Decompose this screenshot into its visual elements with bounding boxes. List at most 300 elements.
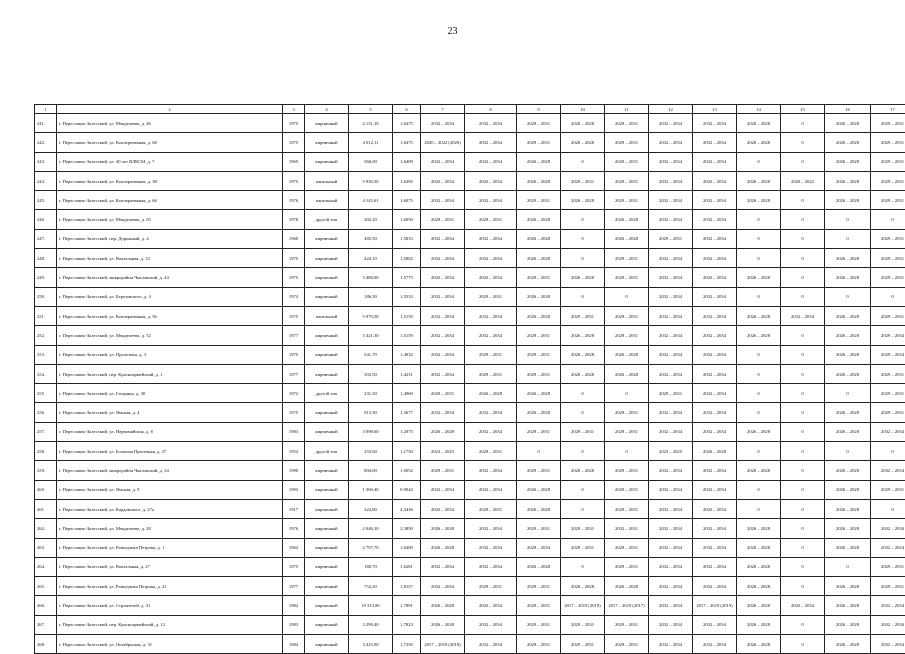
page-number: 23	[0, 26, 905, 37]
table-cell: 2029 – 2031	[605, 114, 649, 133]
table-cell: 0	[561, 210, 605, 229]
table-cell: 2032 – 2034	[649, 596, 693, 615]
table-cell: кирпичный	[305, 499, 349, 518]
table-cell: 2032 – 2034	[649, 191, 693, 210]
table-cell: 2026 – 2028	[517, 384, 561, 403]
table-cell: 2029 – 2031	[871, 114, 905, 133]
table-cell: 804,00	[349, 461, 393, 480]
table-cell: 2032 – 2034	[693, 191, 737, 210]
table-cell: другой тип	[305, 384, 349, 403]
row-number-cell: 261.	[35, 499, 57, 518]
table-cell: 0	[781, 191, 825, 210]
table-cell: 2029 – 2031	[517, 364, 561, 383]
table-cell: 0	[737, 384, 781, 403]
table-cell: 2032 – 2034	[465, 229, 517, 248]
table-cell: 1,1750	[393, 442, 421, 461]
table-cell: 1,5533	[393, 287, 421, 306]
address-cell: г. Переславль-Залесский, ул. Строителей, д. 31	[57, 596, 283, 615]
table-cell: кирпичный	[305, 577, 349, 596]
table-cell: 1977	[283, 577, 305, 596]
table-cell: 2029 – 2031	[605, 306, 649, 325]
table-cell: 2026 – 2028	[737, 114, 781, 133]
table-cell: 0	[737, 403, 781, 422]
table-cell: 2029 – 2031	[605, 249, 649, 268]
table-cell: 2029 – 2031	[605, 461, 649, 480]
table-cell: 541,70	[349, 345, 393, 364]
table-cell: 2032 – 2034	[421, 345, 465, 364]
table-cell: 2032 – 2034	[693, 403, 737, 422]
table-cell: 0	[605, 287, 649, 306]
table-cell: 3 299,40	[349, 615, 393, 634]
table-cell: 2026 – 2028	[561, 268, 605, 287]
table-cell: 2032 – 2034	[649, 133, 693, 152]
table-cell: 1,4932	[393, 345, 421, 364]
table-cell: 2032 – 2034	[693, 519, 737, 538]
row-number-cell: 251.	[35, 306, 57, 325]
table-row	[35, 480, 905, 499]
table-cell: 2032 – 2034	[871, 615, 905, 634]
table-cell: 2026 – 2028	[517, 557, 561, 576]
table-cell: 0	[825, 229, 871, 248]
table-cell: 10 313,80	[349, 596, 393, 615]
table-cell: 2026 – 2028	[825, 615, 871, 634]
column-header: 2	[57, 105, 283, 114]
table-cell: 2032 – 2034	[693, 326, 737, 345]
table-cell: 2029 – 2031	[561, 538, 605, 557]
table-cell: 4 012,11	[349, 133, 393, 152]
table-cell: 2032 – 2034	[693, 364, 737, 383]
table-cell: 2026 – 2028	[825, 152, 871, 171]
table-cell: 2026 – 2028	[517, 499, 561, 518]
table-cell: 2032 – 2034	[693, 210, 737, 229]
table-cell: 1,5802	[393, 249, 421, 268]
table-cell: 1,6295	[393, 171, 421, 190]
table-cell: 2029 – 2031	[605, 557, 649, 576]
table-cell: 1,0052	[393, 461, 421, 480]
table-cell: 0	[737, 364, 781, 383]
table-cell: 2026 – 2028	[517, 171, 561, 190]
table-cell: 2026 – 2028	[517, 210, 561, 229]
table-cell: 752,20	[349, 577, 393, 596]
table-cell: 1,6475	[393, 114, 421, 133]
table-cell: кирпичный	[305, 249, 349, 268]
table-cell: 0	[825, 287, 871, 306]
row-number-cell: 255.	[35, 384, 57, 403]
table-cell: 2026 – 2028	[561, 114, 605, 133]
table-cell: 0	[825, 210, 871, 229]
table-cell: кирпичный	[305, 152, 349, 171]
table-cell: 0	[781, 152, 825, 171]
table-cell: 1952	[283, 442, 305, 461]
table-cell: 2026 – 2028	[825, 422, 871, 441]
table-cell: 0	[781, 480, 825, 499]
table-cell: 2020 – 2022	[781, 171, 825, 190]
table-cell: 2026 – 2028	[605, 364, 649, 383]
table-row	[35, 422, 905, 441]
column-header: 14	[737, 105, 781, 114]
table-cell: 0	[781, 249, 825, 268]
table-cell: 2020 – 2022 (2020)	[421, 133, 465, 152]
address-cell: г. Переславль-Залесский, микрорайон Чкаловский, д. 44	[57, 268, 283, 287]
table-cell: 2032 – 2034	[693, 268, 737, 287]
table-cell: 2032 – 2034	[693, 499, 737, 518]
table-cell: 2032 – 2034	[421, 152, 465, 171]
table-cell: 2032 – 2034	[649, 306, 693, 325]
table-cell: 2032 – 2034	[421, 364, 465, 383]
table-cell: 2029 – 2031	[421, 210, 465, 229]
table-cell: 2026 – 2028	[737, 577, 781, 596]
table-cell: 2029 – 2031	[421, 384, 465, 403]
table-cell: 1,5775	[393, 268, 421, 287]
table-cell: 1,4231	[393, 364, 421, 383]
table-cell: 2032 – 2034	[693, 538, 737, 557]
table-cell: 2029 – 2031	[517, 635, 561, 654]
table-cell: 1 360,40	[349, 480, 393, 499]
column-header: 13	[693, 105, 737, 114]
table-cell: 2032 – 2034	[871, 422, 905, 441]
table-cell: 180,70	[349, 557, 393, 576]
address-cell: г. Переславль-Залесский, ул. Кооперативная, д. 56	[57, 306, 283, 325]
address-cell: г. Переславль-Залесский, ул. Первомайская, д. 8	[57, 422, 283, 441]
table-cell: 2032 – 2034	[421, 326, 465, 345]
table-cell: 2026 – 2028	[737, 326, 781, 345]
table-cell: 2029 – 2031	[561, 306, 605, 325]
table-cell: 2026 – 2028	[517, 306, 561, 325]
table-cell: 2026 – 2028	[421, 538, 465, 557]
row-number-cell: 247.	[35, 229, 57, 248]
table-cell: кирпичный	[305, 326, 349, 345]
table-cell: 5 979,58	[349, 306, 393, 325]
column-header: 11	[605, 105, 649, 114]
table-cell: 2029 – 2031	[605, 191, 649, 210]
table-cell: 2029 – 2031	[649, 384, 693, 403]
table-row	[35, 557, 905, 576]
table-cell: 0	[561, 442, 605, 461]
table-cell: 0	[605, 384, 649, 403]
table-cell: 1993	[283, 480, 305, 499]
table-cell: 2032 – 2034	[649, 519, 693, 538]
table-cell: 2032 – 2034	[421, 249, 465, 268]
table-cell: 2029 – 2031	[517, 326, 561, 345]
table-cell: 2029 – 2031	[465, 577, 517, 596]
table-cell: 2029 – 2031	[517, 461, 561, 480]
table-cell: 0	[781, 364, 825, 383]
housing-table-container	[34, 104, 870, 654]
table-cell: 2026 – 2028	[825, 268, 871, 287]
table-cell: 2032 – 2034	[465, 249, 517, 268]
table-row	[35, 268, 905, 287]
table-cell: 2026 – 2028	[737, 596, 781, 615]
table-cell: 0	[737, 210, 781, 229]
table-cell: 2026 – 2028	[421, 422, 465, 441]
column-header: 15	[781, 105, 825, 114]
table-cell: 2029 – 2031	[465, 345, 517, 364]
table-cell: 2029 – 2031	[871, 133, 905, 152]
table-cell: 2029 – 2031	[605, 480, 649, 499]
table-row	[35, 635, 905, 654]
table-row	[35, 403, 905, 422]
table-cell: 2032 – 2034	[421, 229, 465, 248]
row-number-cell: 253.	[35, 345, 57, 364]
table-cell: 1975	[283, 268, 305, 287]
table-cell: 2032 – 2034	[693, 345, 737, 364]
table-cell: 2026 – 2028	[825, 596, 871, 615]
table-cell: 0	[781, 268, 825, 287]
table-cell: 2032 – 2034	[465, 538, 517, 557]
table-cell: 0	[781, 499, 825, 518]
table-cell: 2026 – 2028	[737, 306, 781, 325]
column-header: 17	[871, 105, 905, 114]
table-cell: 0	[737, 499, 781, 518]
table-cell: 2029 – 2031	[517, 133, 561, 152]
table-cell: 0	[871, 287, 905, 306]
table-cell: 0	[781, 635, 825, 654]
table-row	[35, 364, 905, 383]
table-cell: 2032 – 2034	[649, 210, 693, 229]
table-cell: 2032 – 2034	[465, 635, 517, 654]
table-cell: 2032 – 2034	[465, 557, 517, 576]
table-cell: 1975	[283, 114, 305, 133]
address-cell: г. Переславль-Залесский, ул. Кооперативная, д. 38	[57, 171, 283, 190]
table-cell: кирпичный	[305, 615, 349, 634]
table-cell: 2032 – 2034	[649, 171, 693, 190]
table-cell: 2029 – 2031	[517, 268, 561, 287]
column-header: 8	[465, 105, 517, 114]
table-cell: 2032 – 2031	[605, 519, 649, 538]
address-cell: г. Переславль-Залесский, ул. 40 лет ВЛКСМ, д. 7	[57, 152, 283, 171]
table-cell: 2026 – 2028	[561, 577, 605, 596]
table-cell: 0	[737, 480, 781, 499]
table-cell: 2026 – 2028	[825, 345, 871, 364]
table-cell: 2032 – 2034	[465, 615, 517, 634]
table-cell: кирпичный	[305, 229, 349, 248]
row-number-cell: 248.	[35, 249, 57, 268]
table-cell: 1,2075	[393, 422, 421, 441]
table-cell: 2029 – 2034	[871, 345, 905, 364]
table-cell: 2029 – 2031	[605, 615, 649, 634]
address-cell: г. Переславль-Залесский, ул. Гагарина, д. 30	[57, 384, 283, 403]
table-cell: другой тип	[305, 210, 349, 229]
column-header: 5	[349, 105, 393, 114]
table-cell: 5 930,30	[349, 171, 393, 190]
table-cell: 2032 – 2034	[649, 615, 693, 634]
table-cell: 2029 – 2031	[605, 326, 649, 345]
table-cell: 2032 – 2034	[649, 461, 693, 480]
table-cell: 2032 – 2034	[649, 249, 693, 268]
table-cell: 2026 – 2028	[421, 596, 465, 615]
table-cell: 2029 – 2031	[517, 114, 561, 133]
row-number-cell: 243.	[35, 152, 57, 171]
table-cell: 2026 – 2028	[825, 538, 871, 557]
table-cell: 4 145,61	[349, 191, 393, 210]
row-number-cell: 254.	[35, 364, 57, 383]
table-cell: 2026 – 2028	[561, 133, 605, 152]
table-cell: 2029 – 2031	[605, 538, 649, 557]
table-cell: 1962	[283, 538, 305, 557]
table-cell: 2032 – 2034	[693, 306, 737, 325]
table-cell: кирпичный	[305, 364, 349, 383]
table-cell: 1975	[283, 557, 305, 576]
table-cell: 2032 – 2034	[465, 596, 517, 615]
table-cell: 2032 – 2034	[465, 326, 517, 345]
table-row	[35, 229, 905, 248]
table-cell: 1975	[283, 345, 305, 364]
table-row	[35, 442, 905, 461]
table-cell: 1965	[283, 152, 305, 171]
table-cell: 324,80	[349, 499, 393, 518]
table-cell: 0	[781, 461, 825, 480]
table-cell: 2026 – 2028	[561, 345, 605, 364]
table-cell: 2029 – 2031	[871, 480, 905, 499]
table-cell: 2029 – 2031	[561, 519, 605, 538]
table-cell: 2032 – 2034	[693, 480, 737, 499]
table-cell: 0	[517, 442, 561, 461]
table-cell: 2032 – 2034	[649, 557, 693, 576]
table-cell: 2026 – 2028	[517, 403, 561, 422]
table-cell: 1,7823	[393, 615, 421, 634]
table-cell: 0	[605, 442, 649, 461]
table-cell: 2029 – 2031	[871, 557, 905, 576]
table-cell: 2029 – 2031	[465, 364, 517, 383]
table-cell: 3 423,90	[349, 635, 393, 654]
row-number-cell: 265.	[35, 577, 57, 596]
row-number-cell: 260.	[35, 480, 57, 499]
table-cell: 0	[871, 499, 905, 518]
table-cell: 2032 – 2034	[693, 287, 737, 306]
table-cell: 2029 – 2031	[561, 635, 605, 654]
table-row	[35, 287, 905, 306]
table-cell: кирпичный	[305, 114, 349, 133]
table-cell: 0	[561, 152, 605, 171]
table-cell: 3 098,60	[349, 422, 393, 441]
table-cell: 503,50	[349, 364, 393, 383]
table-cell: 2029 – 2031	[465, 442, 517, 461]
table-cell: 2032 – 2034	[465, 114, 517, 133]
table-cell: 2029 – 2031	[561, 422, 605, 441]
table-cell: 2029 – 2031	[605, 422, 649, 441]
table-cell: 2026 – 2028	[605, 577, 649, 596]
table-cell: 0	[825, 442, 871, 461]
table-cell: 1,5159	[393, 306, 421, 325]
table-cell: 1984	[283, 635, 305, 654]
table-cell: 2032 – 2034	[649, 287, 693, 306]
housing-repair-schedule-table	[34, 104, 905, 654]
address-cell: г. Переславль-Залесский, ул. Ямская, д. 4	[57, 403, 283, 422]
table-cell: 2032 – 2034	[693, 152, 737, 171]
table-cell: 2026 – 2028	[561, 191, 605, 210]
table-cell: 2026 – 2028	[605, 210, 649, 229]
table-cell: 2026 – 2028	[825, 577, 871, 596]
table-cell: 2026 – 2028	[825, 114, 871, 133]
table-cell: 2029 – 2031	[871, 152, 905, 171]
table-cell: 2029 – 2031	[517, 615, 561, 634]
address-cell: г. Переславль-Залесский, ул. Менделеева, д. 65	[57, 210, 283, 229]
table-row	[35, 538, 905, 557]
column-header: 16	[825, 105, 871, 114]
table-cell: 2029 – 2031	[871, 191, 905, 210]
table-cell: 2032 – 2034	[781, 306, 825, 325]
table-cell: 2032 – 2034	[421, 171, 465, 190]
column-header: 10	[561, 105, 605, 114]
table-cell: 2032 – 2034	[693, 615, 737, 634]
table-cell: 1977	[283, 364, 305, 383]
table-cell: 2032 – 2034	[649, 403, 693, 422]
table-cell: 1972	[283, 384, 305, 403]
table-cell: 2026 – 2028	[825, 461, 871, 480]
table-cell: 1975	[283, 249, 305, 268]
table-cell: 2032 – 2034	[421, 191, 465, 210]
table-cell: 2029 – 2031	[605, 171, 649, 190]
table-cell: кирпичный	[305, 345, 349, 364]
table-cell: 2026 – 2028	[825, 191, 871, 210]
table-cell: 2032 – 2034	[693, 133, 737, 152]
table-cell: 0	[871, 442, 905, 461]
column-header: 4	[305, 105, 349, 114]
column-header: 7	[421, 105, 465, 114]
table-cell: 0	[825, 557, 871, 576]
table-cell: 1960	[283, 229, 305, 248]
table-cell: 2 707,70	[349, 538, 393, 557]
table-cell: 2026 – 2028	[517, 480, 561, 499]
table-cell: 2032 – 2034	[465, 133, 517, 152]
table-cell: 1974	[283, 287, 305, 306]
table-cell: 2029 – 2031	[605, 152, 649, 171]
table-cell: 2032 – 2034	[649, 422, 693, 441]
table-cell: 2032 – 2034	[649, 364, 693, 383]
address-cell: г. Переславль-Залесский, ул. Менделеева, д. 52	[57, 326, 283, 345]
table-cell: 485,50	[349, 229, 393, 248]
table-cell: 0	[561, 287, 605, 306]
table-cell: 2026 – 2028	[561, 461, 605, 480]
table-cell: 5 421,30	[349, 326, 393, 345]
row-number-cell: 257.	[35, 422, 57, 441]
table-cell: 4,3436	[393, 499, 421, 518]
table-cell: 2032 – 2034	[465, 306, 517, 325]
table-cell: 1,6281	[393, 557, 421, 576]
table-cell: 2023 – 2025	[649, 442, 693, 461]
table-cell: кирпичный	[305, 461, 349, 480]
row-number-cell: 264.	[35, 557, 57, 576]
table-cell: 2029 – 2031	[605, 403, 649, 422]
table-cell: 0	[737, 152, 781, 171]
table-row	[35, 499, 905, 518]
row-number-cell: 268.	[35, 635, 57, 654]
table-cell: кирпичный	[305, 287, 349, 306]
table-cell: 2026 – 2028	[825, 499, 871, 518]
address-cell: г. Переславль-Залесский, ул. Пролетная, д. 3	[57, 345, 283, 364]
table-cell: 0	[781, 557, 825, 576]
table-cell: 424,10	[349, 249, 393, 268]
table-cell: 2032 – 2034	[649, 577, 693, 596]
table-cell: 1982	[283, 596, 305, 615]
table-cell: 0	[781, 442, 825, 461]
table-cell: 2032 – 2034	[421, 577, 465, 596]
table-cell: 2032 – 2034	[649, 268, 693, 287]
row-number-cell: 258.	[35, 442, 57, 461]
table-cell: 2026 – 2028	[737, 191, 781, 210]
table-cell: 2032 – 2034	[465, 268, 517, 287]
table-cell: 1917	[283, 499, 305, 518]
table-cell: 2026 – 2028	[517, 229, 561, 248]
table-cell: 1,6050	[393, 210, 421, 229]
table-cell: 0	[781, 577, 825, 596]
table-cell: 2032 – 2034	[693, 114, 737, 133]
table-cell: 0	[781, 287, 825, 306]
table-cell: 231,50	[349, 384, 393, 403]
table-cell: 1,6075	[393, 191, 421, 210]
table-cell: кирпичный	[305, 133, 349, 152]
table-cell: кирпичный	[305, 538, 349, 557]
